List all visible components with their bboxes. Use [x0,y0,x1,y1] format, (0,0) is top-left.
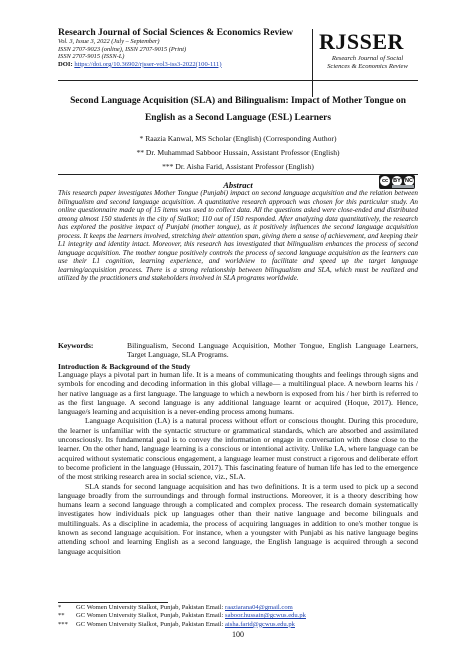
logo-text: RJSSER [319,29,404,54]
doi-link[interactable]: https://doi.org/10.36902/rjsser-vol3-iss3-2022(100-111) [74,60,222,68]
footnote-mark: *** [58,620,68,628]
footnote-3 [58,621,418,629]
logo-subtitle-2: Sciences & Economics Review [327,63,408,70]
cc-circle-icon: cc [381,178,389,184]
header-divider [58,80,418,81]
footnotes [58,604,418,629]
journal-info [58,27,308,69]
title-line-2: English as a Second Language (ESL) Learners [145,113,331,123]
abstract-text: This research paper investigates Mother Tongue (Punjabi) impact on second language acquisition and the relation between bilingualism and second language acquisition. A quantitative research approach was chosen for this particular study. An online questionnaire made up of 15 items was used to collect data. All the questions asked were close-ended and distributed among almost 150 students in the city of Sialkot; 110 out of 150 responded. After analyzing data quantitatively, the research has explored the positive impact of Punjabi (mother tongue), as it positively influences the second language acquisition process. It keeps the learners involved, stretching their attention span, giving them a sense of achievement, and keeping their L1 integrity and identity intact. Moreover, this research has investigated that bilingualism enhances the process of second language acquisition. The mother tongue positively controls the process of second language acquisition as the learners can use their L1 cognition, learning experience, and worldview to facilitate and speed up the target language learning/acquisition process. There is a strong relationship between bilingualism and SLA, which must be realized and utilized by the practitioners and stakeholders involved in SLA programs worldwide. [58,189,418,282]
abstract-heading: Abstract [223,180,253,190]
email-link[interactable]: aisha.farid@gcwus.edu.pk [225,620,295,628]
license-bar [392,185,414,188]
paragraph-2: Language Acquisition (LA) is a natural process without effort or conscious thought. During this procedure, the learner is unfamiliar with the syntactic structure or grammatical standards, which are absorbed and assimilated unconsciously. Its fundamental goal is to convey the information or engage in conversation with those close to the learner. On the other hand, language learning is a conscious or intentional activity. Unlike LA, where language can be acquired without systematic conscious engagement, a language learner must construct a rigorous and deliberate effort to become proficient in the language (Hussain, 2017). This fascinating feature of human life has led to the emergence of the most striking research area in social science, viz., SLA. [58,416,418,482]
journal-issn-l: ISSN 2707-9015 (ISSN-L) [58,53,125,61]
doi-label: DOI: [58,60,73,68]
logo-subtitle-1: Research Journal of Social [331,55,404,62]
footnote-2 [58,612,418,620]
email-link[interactable]: saboor.hussain@gcwus.edu.pk [225,612,306,620]
footnote-mark: * [58,604,62,611]
journal-title: Research Journal of Social Sciences & Economics Review [58,27,294,38]
title-line-1: Second Language Acquisition (SLA) and Bilingualism: Impact of Mother Tongue on [70,96,406,106]
doi-line [58,61,308,69]
by-circle-icon: BY [393,178,401,184]
journal-volume: Vol. 3, Issue 3, 2022 (July – September) [58,38,160,45]
paragraph-1: Language plays a pivotal part in human life. It is a means of communicating thoughts and feelings through signs and symbols for encoding and decoding information in this global village— a multilingual place. A newborn learns his / her native language as a first language. The language to which a newborn is exposed from his / her birth is referred to as the first language. A second language is any additional language learnt or acquired (Hoque, 2017). Hence, language/s learning and acquisition is a never-ending process among humans. [58,370,418,417]
keywords-label: Keywords: [58,341,94,350]
nc-circle-icon: NC [405,178,413,184]
paper-title [58,93,418,127]
keywords-list: Bilingualism, Second Language Acquisition, Mother Tongue, English Language Learners, Target Language, SLA Programs. [127,341,418,359]
cc-license-icon[interactable] [379,175,415,189]
footnote-affiliation: GC Women University Sialkot, Punjab, Pakistan Email: [76,604,224,611]
email-link[interactable]: raaziarana04@gmail.com [225,604,293,611]
author-3: *** Dr. Aisha Farid, Assistant Professor (English) [162,161,314,171]
author-2: ** Dr. Muhammad Sabboor Hussain, Assistant Professor (English) [136,147,340,157]
section-heading: Introduction & Background of the Study [58,362,191,371]
footnote-mark: ** [58,612,65,620]
footnote-divider [58,602,168,603]
footnote-affiliation: GC Women University Sialkot, Punjab, Pakistan Email: [76,620,224,628]
author-list [58,132,418,173]
footnote-affiliation: GC Women University Sialkot, Punjab, Pakistan Email: [76,612,224,620]
footnote-1 [58,604,418,612]
journal-logo [312,29,416,97]
journal-issn: ISSN 2707-9023 (online), ISSN 2707-9015 (Print) [58,45,187,53]
page-number: 100 [232,630,244,639]
paragraph-3: SLA stands for second language acquisition and has two definitions. It is a term used to pick up a second language broadly from the surroundings and through formal instructions. Moreover, it is a theory describing how humans learn a second language through a complicated and complex process. The research domain systematically investigates how individuals pick up languages other than their native language and become bilinguals and multilinguals. As a discipline in academia, the process of acquiring languages in addition to one's mother tongue is known as second language acquisition. For instance, when a youngster with Punjabi as his native language begins attending school and learning English as a second language, the English language is acquired through a second language acquisition [58,481,418,556]
abstract-divider [58,174,418,175]
body-text [58,370,418,556]
author-1: * Raazia Kanwal, MS Scholar (English) (Corresponding Author) [139,134,337,143]
